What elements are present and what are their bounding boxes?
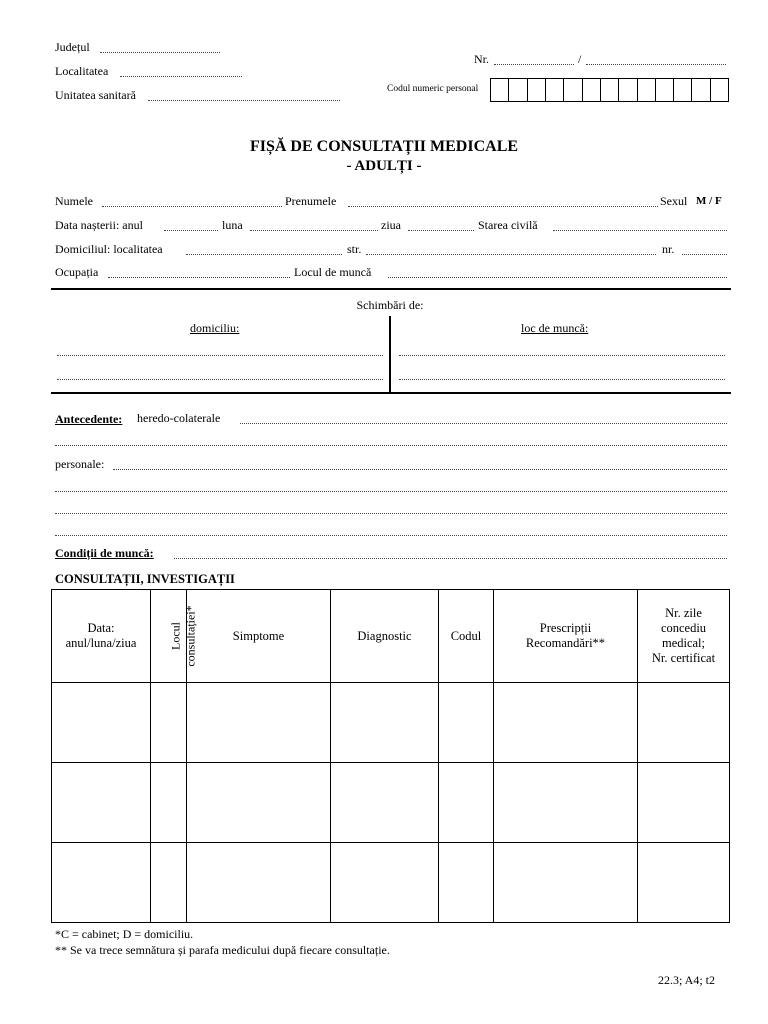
personale-field-2[interactable]	[55, 491, 727, 492]
table-cell[interactable]	[52, 763, 151, 843]
cnp-cell[interactable]	[546, 79, 564, 101]
table-row	[52, 683, 730, 763]
str-label: str.	[347, 242, 362, 256]
table-cell[interactable]	[439, 843, 494, 923]
anul-field[interactable]	[164, 230, 218, 231]
cnp-cell[interactable]	[656, 79, 674, 101]
table-cell[interactable]	[494, 683, 638, 763]
cnp-cell[interactable]	[491, 79, 509, 101]
col-codul: Codul	[439, 590, 494, 683]
sex-options[interactable]: M / F	[696, 195, 722, 207]
col-locul: Locul consultației*	[151, 590, 187, 683]
table-cell[interactable]	[638, 683, 730, 763]
cnp-cell[interactable]	[509, 79, 527, 101]
locul-de-munca-field[interactable]	[388, 277, 727, 278]
numele-label: Numele	[55, 194, 93, 208]
ziua-field[interactable]	[408, 230, 474, 231]
heredo-label: heredo-colaterale	[137, 411, 221, 425]
cnp-cell[interactable]	[711, 79, 728, 101]
table-cell[interactable]	[331, 843, 439, 923]
conditii-label: Condiții de muncă:	[55, 546, 154, 560]
table-cell[interactable]	[187, 683, 331, 763]
consult-section-title: CONSULTAȚII, INVESTIGAȚII	[55, 572, 235, 586]
divider-top	[51, 288, 731, 290]
ocupatia-field[interactable]	[108, 277, 290, 278]
nr-domiciliu-field[interactable]	[682, 254, 727, 255]
table-row	[52, 763, 730, 843]
table-cell[interactable]	[151, 763, 187, 843]
luna-label: luna	[222, 218, 243, 232]
cnp-cell[interactable]	[583, 79, 601, 101]
table-cell[interactable]	[439, 683, 494, 763]
personale-field-1[interactable]	[113, 469, 727, 470]
changes-heading: Schimbări de:	[356, 298, 424, 312]
personale-label: personale:	[55, 457, 105, 471]
footnote-2: ** Se va trece semnătura și parafa medicului după fiecare consultație.	[55, 943, 390, 957]
cnp-cell[interactable]	[638, 79, 656, 101]
loc-de-munca-change-label: loc de muncă:	[521, 321, 589, 335]
domiciliu-change-label: domiciliu:	[190, 321, 240, 335]
domiciliu-change-field-2[interactable]	[57, 379, 383, 380]
form-code: 22.3; A4; t2	[658, 973, 716, 987]
antecedente-label: Antecedente:	[55, 412, 123, 426]
table-cell[interactable]	[638, 763, 730, 843]
nr-separator: /	[578, 52, 582, 66]
localitatea-field[interactable]	[120, 76, 242, 77]
cnp-cell[interactable]	[674, 79, 692, 101]
cnp-grid[interactable]	[490, 78, 729, 102]
cnp-cell[interactable]	[528, 79, 546, 101]
table-cell[interactable]	[187, 763, 331, 843]
cnp-cell[interactable]	[564, 79, 582, 101]
nr-domiciliu-label: nr.	[662, 242, 675, 256]
table-cell[interactable]	[52, 843, 151, 923]
localitatea-label: Localitatea	[55, 64, 109, 78]
table-cell[interactable]	[151, 683, 187, 763]
nr-field-2[interactable]	[586, 64, 726, 65]
loc-munca-change-field-2[interactable]	[399, 379, 725, 380]
consult-table	[51, 589, 730, 923]
luna-field[interactable]	[250, 230, 378, 231]
starea-civila-label: Starea civilă	[478, 218, 538, 232]
changes-divider	[389, 316, 391, 392]
prenumele-field[interactable]	[348, 206, 658, 207]
footnote-1: *C = cabinet; D = domiciliu.	[55, 927, 194, 941]
col-nr-zile: Nr. zile concediu medical; Nr. certificat	[638, 590, 730, 683]
judet-label: Județul	[55, 40, 90, 54]
data-nasterii-label: Data nașterii: anul	[55, 218, 143, 232]
heredo-field-2[interactable]	[55, 445, 727, 446]
nr-field-1[interactable]	[494, 64, 574, 65]
nr-label: Nr.	[474, 52, 489, 66]
cnp-cell[interactable]	[601, 79, 619, 101]
col-simptome: Simptome	[187, 590, 331, 683]
sexul-label: Sexul	[660, 194, 688, 208]
table-row	[52, 843, 730, 923]
unitatea-label: Unitatea sanitară	[55, 88, 136, 102]
personale-field-4[interactable]	[55, 535, 727, 536]
cnp-label: Codul numeric personal	[387, 84, 479, 94]
form-title: FIȘĂ DE CONSULTAȚII MEDICALE	[249, 138, 519, 155]
starea-civila-field[interactable]	[553, 230, 727, 231]
table-cell[interactable]	[187, 843, 331, 923]
table-cell[interactable]	[494, 843, 638, 923]
col-diagnostic: Diagnostic	[331, 590, 439, 683]
prenumele-label: Prenumele	[285, 194, 337, 208]
domiciliul-label: Domiciliul: localitatea	[55, 242, 163, 256]
localitatea-domiciliu-field[interactable]	[186, 254, 342, 255]
table-cell[interactable]	[494, 763, 638, 843]
personale-field-3[interactable]	[55, 513, 727, 514]
col-prescriptii: Prescripții Recomandări**	[494, 590, 638, 683]
cnp-cell[interactable]	[619, 79, 637, 101]
divider-bottom	[51, 392, 731, 394]
form-subtitle: - ADULȚI -	[346, 158, 422, 174]
table-cell[interactable]	[638, 843, 730, 923]
ziua-label: ziua	[381, 218, 401, 232]
table-cell[interactable]	[331, 763, 439, 843]
ocupatia-label: Ocupația	[55, 265, 99, 279]
locul-de-munca-label: Locul de muncă	[294, 265, 372, 279]
numele-field[interactable]	[102, 206, 282, 207]
judet-field[interactable]	[100, 52, 220, 53]
col-data: Data: anul/luna/ziua	[52, 590, 151, 683]
consult-header-row	[52, 590, 730, 683]
cnp-cell[interactable]	[692, 79, 710, 101]
heredo-field[interactable]	[240, 423, 727, 424]
table-cell[interactable]	[151, 843, 187, 923]
conditii-field[interactable]	[174, 558, 727, 559]
table-cell[interactable]	[439, 763, 494, 843]
unitatea-field[interactable]	[148, 100, 340, 101]
str-field[interactable]	[366, 254, 656, 255]
loc-munca-change-field-1[interactable]	[399, 355, 725, 356]
table-cell[interactable]	[331, 683, 439, 763]
table-cell[interactable]	[52, 683, 151, 763]
domiciliu-change-field-1[interactable]	[57, 355, 383, 356]
